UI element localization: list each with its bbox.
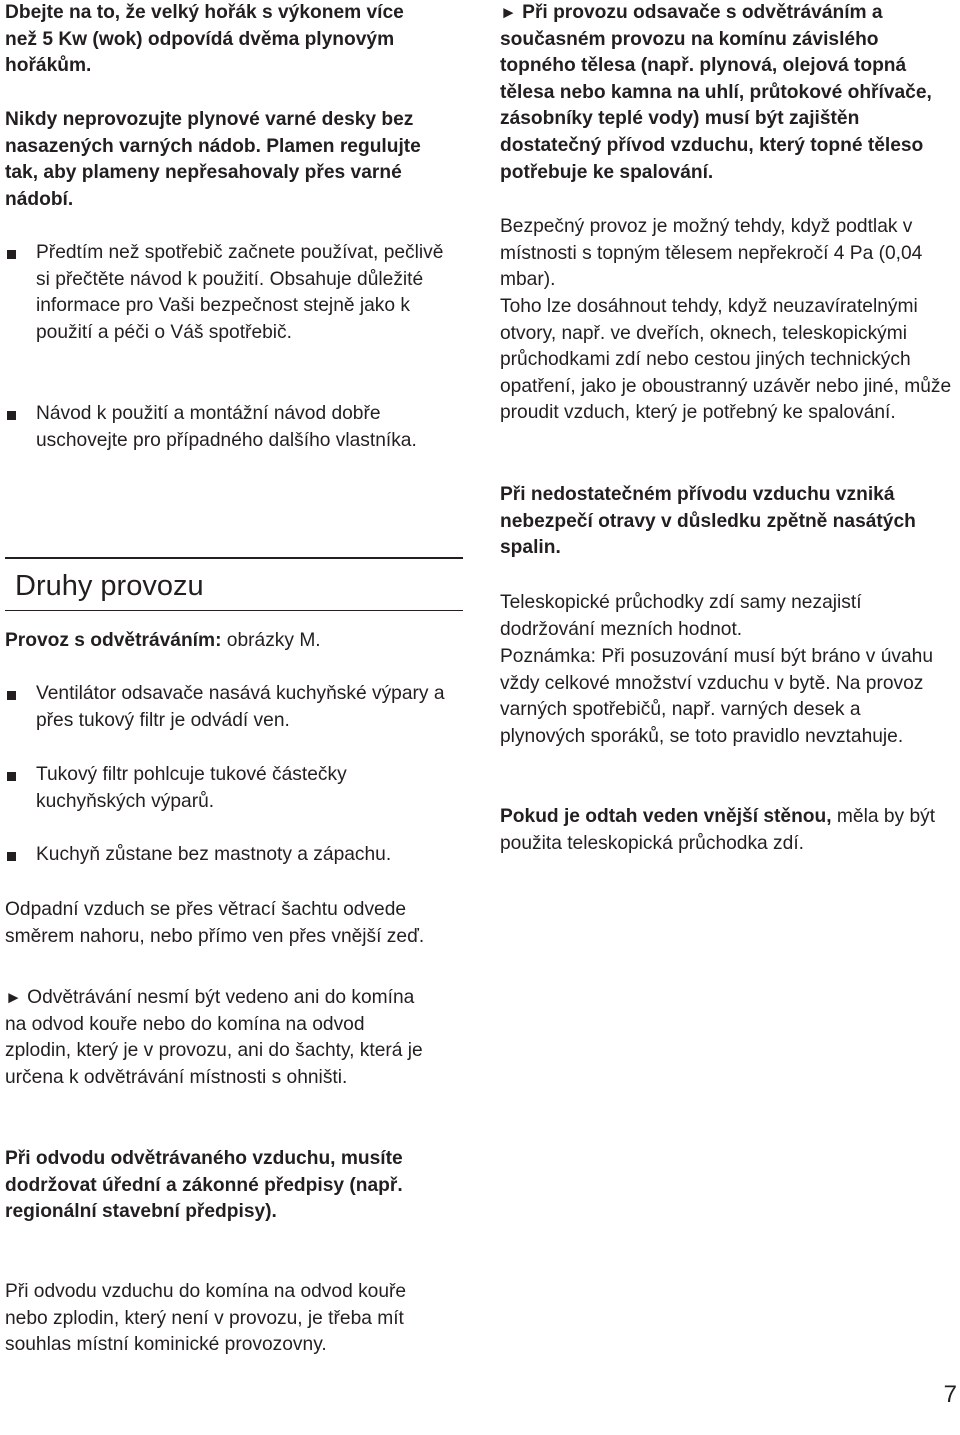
- outer-wall-bold: Pokud je odtah veden vnější stěnou,: [500, 806, 832, 827]
- section-heading-block: [5, 557, 463, 611]
- no-empty-burner-warning: Nikdy neprovozujte plynové varné desky bez nasazených varných nádob. Plamen regulujte tak, aby plameny nepřesahovaly přes varné nádobí.: [5, 109, 421, 210]
- bullet-clean-kitchen: [5, 842, 455, 869]
- bullet-text: Ventilátor odsavače nasává kuchyňské výpary a přes tukový filtr je odvádí ven.: [36, 683, 445, 731]
- subheading-bold: Provoz s odvětráváním:: [5, 630, 222, 651]
- outer-wall-rest: měla by být použita teleskopická průchodka zdí.: [500, 806, 936, 854]
- chimney-consent-paragraph: Při odvodu vzduchu do komína na odvod kouře nebo zplodin, který není v provozu, je třeba mít souhlas místní kominické provozovny.: [5, 1281, 407, 1356]
- bullet-square-icon: [7, 250, 16, 259]
- bullet-filter: [5, 762, 445, 815]
- combined-operation-text: Při provozu odsavače s odvětráváním a současném provozu na komínu závislého topného tělesa (např. plynová, olejová topná tělesa nebo kamna na uhlí, průtokové ohřívače, zásobníky teplé vody) musí být zajištěn dostatečný přívod vzduchu, který topné těleso potřebuje ke spalování.: [500, 2, 932, 183]
- heading-rule-bottom: [5, 610, 463, 612]
- bullet-square-icon: [7, 852, 16, 861]
- bullet-text: Předtím než spotřebič začnete používat, pečlivě si přečtěte návod k použití. Obsahuje důležité informace pro Vaši bezpečnost stejně jako k použití a péči o Váš spotřebič.: [36, 242, 444, 343]
- arrow-right-icon: ►: [5, 988, 22, 1007]
- subheading-rest: obrázky M.: [221, 630, 321, 651]
- chimney-warning-text: Odvětrávání nesmí být vedeno ani do komína na odvod kouře nebo do komína na odvod zplodin, který je v provozu, ani do šachty, která je určena k odvětrávání místnosti s ohništi.: [5, 987, 423, 1088]
- poisoning-warning: Při nedostatečném přívodu vzduchu vzniká nebezpečí otravy v důsledku zpětně nasátých spalin.: [500, 484, 916, 559]
- safe-operation-paragraph: Bezpečný provoz je možný tehdy, když podtlak v místnosti s topným tělesem nepřekročí 4 Pa (0,04 mbar).: [500, 216, 923, 291]
- exhaust-air-paragraph: Odpadní vzduch se přes větrací šachtu odvede směrem nahoru, nebo přímo ven přes vnější zeď.: [5, 899, 425, 947]
- arrow-right-icon: ►: [500, 3, 517, 22]
- combined-operation-warning: [500, 0, 950, 186]
- section-heading: Druhy provozu: [15, 569, 204, 602]
- bullet-square-icon: [7, 411, 16, 420]
- bullet-text: Tukový filtr pohlcuje tukové částečky kuchyňských výparů.: [36, 764, 347, 812]
- page-number: 7: [943, 1381, 957, 1408]
- bullet-read-manual: [5, 240, 445, 346]
- wok-note: Dbejte na to, že velký hořák s výkonem více než 5 Kw (wok) odpovídá dvěma plynovým hořákům.: [5, 2, 404, 77]
- bullet-square-icon: [7, 691, 16, 700]
- regulations-paragraph: Při odvodu odvětrávaného vzduchu, musíte dodržovat úřední a zákonné předpisy (např. regionální stavební předpisy).: [5, 1148, 403, 1223]
- subheading: [5, 628, 445, 655]
- achieve-paragraph: Toho lze dosáhnout tehdy, když neuzavíratelnými otvory, např. ve dveřích, oknech, teleskopickými průchodkami zdí nebo cestou jiných technických opatření, jako je oboustranný uzávěr nebo jiné, může proudit vzduch, který je potřebný ke spalování.: [500, 296, 952, 424]
- bullet-square-icon: [7, 772, 16, 781]
- chimney-warning-paragraph: [5, 985, 425, 1091]
- bullet-keep-manual: [5, 401, 445, 454]
- outer-wall-paragraph: [500, 804, 950, 857]
- wall-sleeve-paragraph: Teleskopické průchodky zdí samy nezajistí dodržování mezních hodnot.: [500, 592, 862, 640]
- note-paragraph: Poznámka: Při posuzování musí být bráno v úvahu vždy celkové množství vzduchu v bytě. Na provoz varných spotřebičů, např. varných desek a plynových sporáků, se toto pravidlo nevztahuje.: [500, 646, 934, 747]
- bullet-text: Kuchyň zůstane bez mastnoty a zápachu.: [36, 844, 392, 865]
- bullet-fan: [5, 681, 445, 734]
- bullet-text: Návod k použití a montážní návod dobře uschovejte pro případného dalšího vlastníka.: [36, 403, 417, 451]
